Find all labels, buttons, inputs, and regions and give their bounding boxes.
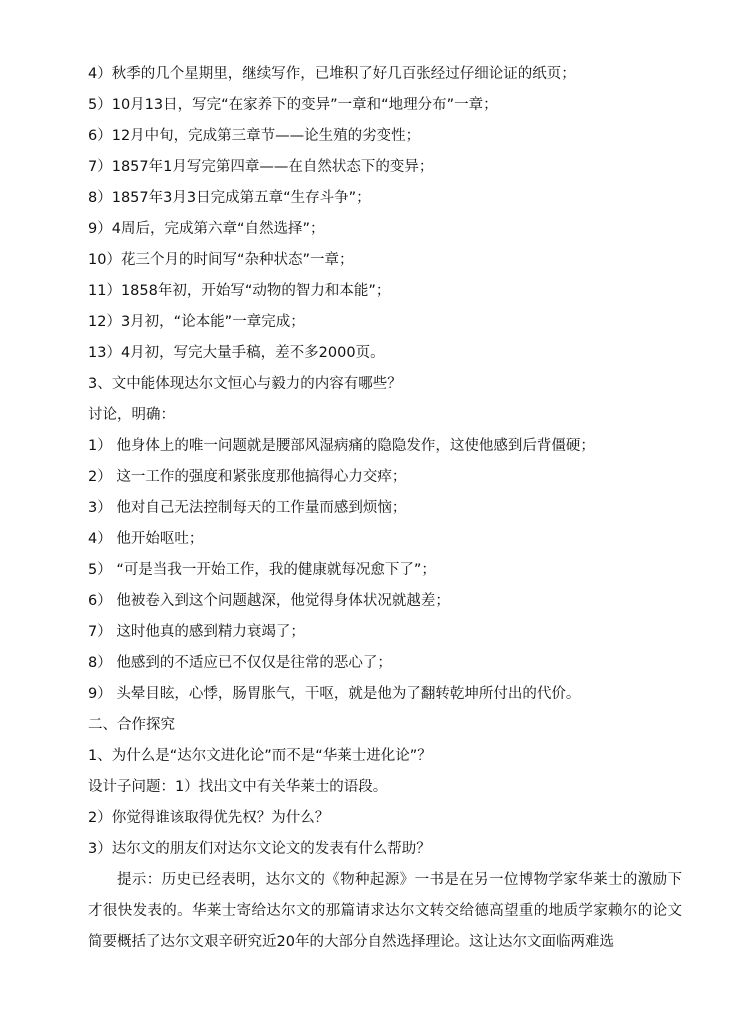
question-heading: 3、文中能体现达尔文恒心与毅力的内容有哪些？ [88,376,402,392]
text-line: 2） 这一工作的强度和紧张度那他搞得心力交瘁； [88,469,407,485]
text-line: 6）12月中旬，完成第三章节——论生殖的劣变性； [88,128,421,144]
text-line: 5） “可是当我一开始工作，我的健康就每况愈下了”； [88,562,436,578]
text-line: 2）你觉得谁该取得优先权？为什么？ [88,810,330,826]
text-line: 1） 他身体上的唯一问题就是腰部风湿病痛的隐隐发作，这使他感到后背僵硬； [88,438,595,454]
text-line: 6） 他被卷入到这个问题越深，他觉得身体状况就越差； [88,593,450,609]
text-line: 12）3月初，“论本能”一章完成； [88,314,305,330]
text-line: 11）1858年初，开始写“动物的智力和本能”； [88,283,391,299]
text-line: 5）10月13日，写完“在家养下的变异”一章和“地理分布”一章； [88,97,498,113]
text-line: 设计子问题：1）找出文中有关华莱士的语段。 [88,779,388,795]
question-heading: 1、为什么是“达尔文进化论”而不是“华莱士进化论”？ [88,748,432,764]
text-line: 4） 他开始呕吐； [88,531,204,547]
text-line: 讨论，明确： [88,407,175,423]
text-line: 3） 他对自己无法控制每天的工作量而感到烦恼； [88,500,407,516]
text-line: 9）4周后，完成第六章“自然选择”； [88,221,325,237]
text-line: 7） 这时他真的感到精力衰竭了； [88,624,305,640]
hint-paragraph: 提示：历史已经表明，达尔文的《物种起源》一书是在另一位博物学家华莱士的激励下才很快发表的。华莱士寄给达尔文的那篇请求达尔文转交给德高望重的地质学家赖尔的论文简要概括了达尔文艰辛研究近20年的大部分自然选择理论。这让达尔文面临两难选 [88,872,682,950]
text-line: 10）花三个月的时间写“杂种状态”一章； [88,252,354,268]
text-line: 13）4月初，写完大量手稿，差不多2000页。 [88,345,385,361]
text-line: 8）1857年3月3日完成第五章“生存斗争”； [88,190,371,206]
text-line: 3）达尔文的朋友们对达尔文论文的发表有什么帮助？ [88,841,431,857]
text-line: 4）秋季的几个星期里，继续写作，已堆积了好几百张经过仔细论证的纸页； [88,66,576,82]
text-line: 8） 他感到的不适应已不仅仅是往常的恶心了； [88,655,392,671]
text-line: 7）1857年1月写完第四章——在自然状态下的变异； [88,159,434,175]
text-line: 9） 头晕目眩，心悸，肠胃胀气，干呕，就是他为了翻转乾坤所付出的代价。 [88,686,581,702]
section-heading: 二、合作探究 [88,717,175,733]
